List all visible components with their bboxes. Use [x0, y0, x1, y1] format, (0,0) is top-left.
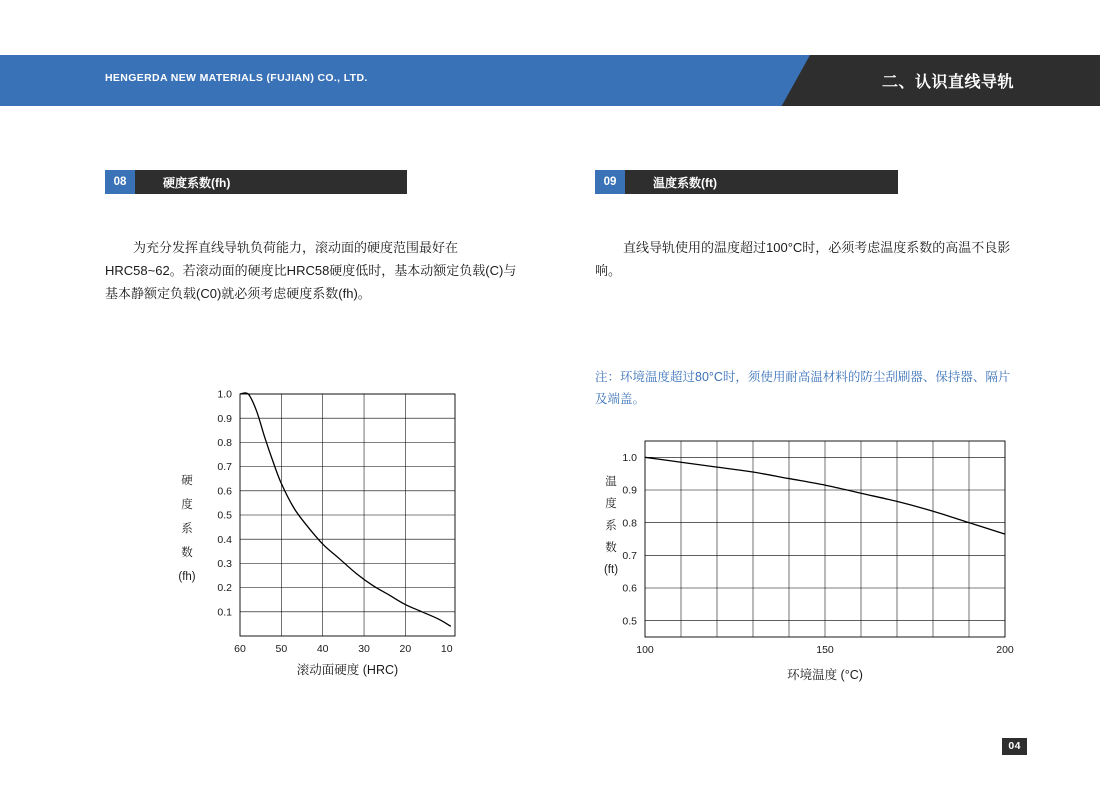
svg-text:30: 30 [358, 643, 370, 655]
temperature-chart-xlabel: 环境温度 (°C) [787, 668, 863, 682]
svg-text:0.2: 0.2 [217, 582, 232, 595]
section-number-badge: 09 [595, 170, 625, 194]
section-title-label: 硬度系数(fh) [135, 170, 407, 194]
svg-text:0.6: 0.6 [217, 485, 232, 498]
svg-text:100: 100 [636, 644, 654, 656]
hardness-chart-svg [105, 380, 525, 700]
temperature-paragraph: 直线导轨使用的温度超过100°C时，必须考虑温度系数的高温不良影响。 [595, 240, 1011, 278]
temperature-chart-svg [595, 425, 1025, 705]
hardness-paragraph: 为充分发挥直线导轨负荷能力，滚动面的硬度范围最好在HRC58~62。若滚动面的硬度比HRC58硬度低时，基本动额定负载(C)与基本静额定负载(C0)就必须考虑硬度系数(fh)。 [105, 240, 517, 301]
svg-text:0.3: 0.3 [217, 558, 232, 570]
svg-text:0.8: 0.8 [622, 517, 637, 530]
temperature-note: 注：环境温度超过80°C时，须使用耐高温材料的防尘刮刷器、保持器、隔片及端盖。 [595, 370, 1011, 406]
svg-text:0.5: 0.5 [622, 615, 637, 628]
svg-text:60: 60 [234, 643, 246, 655]
svg-text:数: 数 [605, 542, 617, 554]
svg-text:0.1: 0.1 [217, 606, 232, 619]
hardness-factor-chart [105, 380, 525, 700]
svg-text:0.7: 0.7 [217, 461, 232, 474]
svg-text:数: 数 [181, 547, 193, 559]
hardness-chart-xlabel: 滚动面硬度 (HRC) [296, 663, 399, 677]
svg-text:1.0: 1.0 [217, 388, 232, 401]
section-heading-temperature [595, 170, 898, 194]
svg-text:系: 系 [605, 520, 617, 532]
company-name: HENGERDA NEW MATERIALS (FUJIAN) CO., LTD. [105, 72, 368, 84]
chapter-title: 二、认识直线导轨 [881, 74, 1014, 91]
section-title-label: 温度系数(ft) [625, 170, 898, 194]
svg-text:0.7: 0.7 [622, 549, 637, 562]
svg-text:20: 20 [399, 643, 412, 655]
svg-text:0.6: 0.6 [622, 582, 637, 595]
svg-text:0.4: 0.4 [217, 533, 232, 546]
temperature-factor-chart [595, 425, 1025, 705]
svg-text:(fh): (fh) [178, 571, 196, 583]
svg-text:200: 200 [996, 644, 1014, 656]
svg-text:40: 40 [316, 643, 329, 655]
svg-text:度: 度 [181, 499, 193, 511]
svg-text:0.8: 0.8 [217, 437, 232, 449]
section-number-badge: 08 [105, 170, 135, 194]
svg-text:(ft): (ft) [603, 564, 619, 576]
svg-text:50: 50 [275, 643, 288, 655]
svg-text:1.0: 1.0 [622, 451, 637, 464]
svg-text:0.5: 0.5 [217, 509, 232, 522]
page-header [0, 55, 1100, 106]
svg-text:0.9: 0.9 [217, 412, 232, 425]
section-heading-hardness [105, 170, 407, 194]
svg-text:150: 150 [816, 644, 834, 656]
svg-text:0.9: 0.9 [622, 484, 637, 497]
svg-text:温: 温 [605, 476, 617, 488]
svg-text:10: 10 [440, 643, 453, 655]
svg-text:硬: 硬 [181, 475, 193, 487]
svg-text:度: 度 [605, 498, 617, 510]
page-number: 04 [1002, 738, 1027, 755]
svg-text:系: 系 [181, 523, 193, 535]
